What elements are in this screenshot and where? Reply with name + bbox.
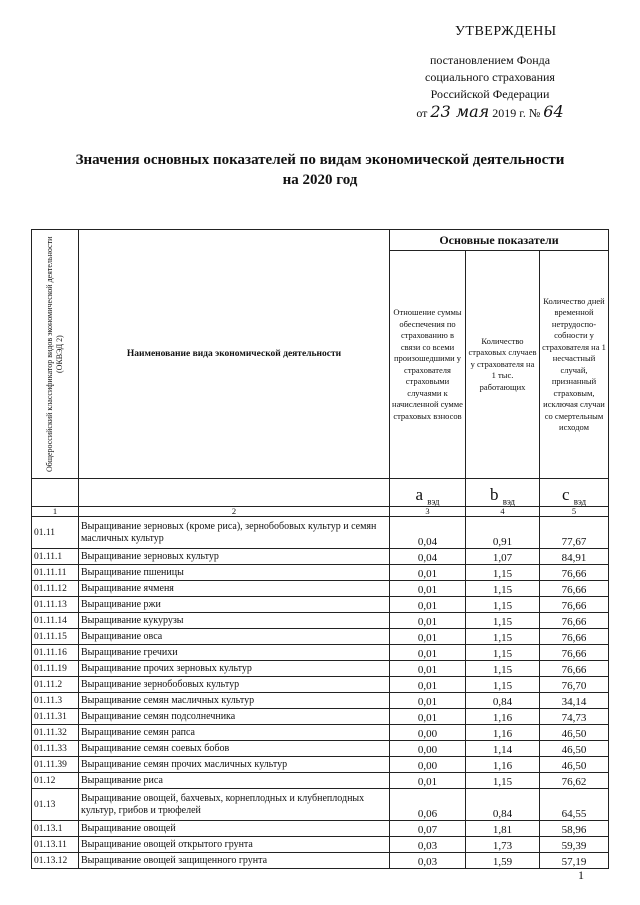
table-row: [32, 821, 609, 837]
table-row: [32, 837, 609, 853]
row-code: 01.13.12: [32, 853, 79, 869]
row-activity-name: Выращивание семян масличных культур: [79, 693, 390, 709]
row-value-a: 0,07: [390, 821, 466, 837]
row-activity-name: Выращивание кукурузы: [79, 613, 390, 629]
row-activity-name: Выращивание овощей открытого грунта: [79, 837, 390, 853]
row-value-c: 76,66: [540, 661, 609, 677]
row-value-a: 0,01: [390, 693, 466, 709]
header-main-indicators: Основные показатели: [390, 230, 609, 251]
table-row: [32, 741, 609, 757]
column-number: 2: [79, 507, 390, 517]
table-row: [32, 629, 609, 645]
row-value-c: 84,91: [540, 549, 609, 565]
row-activity-name: Выращивание овощей защищенного грунта: [79, 853, 390, 869]
table-row: [32, 613, 609, 629]
decree-date-line: [400, 103, 580, 122]
row-value-b: 1,15: [466, 581, 540, 597]
row-value-a: 0,01: [390, 677, 466, 693]
table-row: [32, 853, 609, 869]
row-value-b: 1,15: [466, 597, 540, 613]
row-value-c: 76,66: [540, 645, 609, 661]
row-value-a: 0,03: [390, 837, 466, 853]
document-title: [40, 150, 600, 190]
row-code: 01.11.16: [32, 645, 79, 661]
row-code: 01.11.33: [32, 741, 79, 757]
row-value-c: 59,39: [540, 837, 609, 853]
row-value-c: 76,66: [540, 629, 609, 645]
row-value-a: 0,03: [390, 853, 466, 869]
row-code: 01.13: [32, 789, 79, 821]
row-activity-name: Выращивание семян прочих масличных культур: [79, 757, 390, 773]
decree-block: [400, 52, 580, 122]
table-row: [32, 581, 609, 597]
table-row: [32, 565, 609, 581]
header-col-c: Количество дней временной нетрудоспо-собности у страхователя на 1 несчастный случай, признанный страховым, исключая случаи со смертельным исходом: [540, 251, 609, 479]
row-value-a: 0,06: [390, 789, 466, 821]
row-value-c: 46,50: [540, 757, 609, 773]
row-code: 01.13.11: [32, 837, 79, 853]
row-value-c: 46,50: [540, 725, 609, 741]
column-number: 1: [32, 507, 79, 517]
page-number: 1: [578, 868, 584, 882]
column-number: 3: [390, 507, 466, 517]
title-line: Значения основных показателей по видам экономической деятельности: [75, 152, 565, 168]
row-value-c: 76,66: [540, 565, 609, 581]
row-code: 01.11.12: [32, 581, 79, 597]
row-activity-name: Выращивание зерновых культур: [79, 549, 390, 565]
row-code: 01.13.1: [32, 821, 79, 837]
row-activity-name: Выращивание зерновых (кроме риса), зернобобовых культур и семян масличных культур: [79, 517, 390, 549]
row-value-a: 0,01: [390, 661, 466, 677]
handwritten-date: 23 мая: [430, 102, 490, 121]
row-code: 01.11.19: [32, 661, 79, 677]
row-value-a: 0,04: [390, 517, 466, 549]
row-activity-name: Выращивание семян рапса: [79, 725, 390, 741]
row-value-c: 76,66: [540, 597, 609, 613]
row-activity-name: Выращивание прочих зерновых культур: [79, 661, 390, 677]
row-value-c: 34,14: [540, 693, 609, 709]
symbol-a: a $_{вэд}$: [390, 479, 466, 507]
table-row: [32, 709, 609, 725]
row-activity-name: Выращивание гречихи: [79, 645, 390, 661]
row-activity-name: Выращивание овощей, бахчевых, корнеплодных и клубнеплодных культур, грибов и трюфелей: [79, 789, 390, 821]
row-value-a: 0,01: [390, 773, 466, 789]
row-code: 01.11.11: [32, 565, 79, 581]
year-text: 2019 г. №: [492, 106, 541, 120]
row-code: 01.12: [32, 773, 79, 789]
header-col-b: Количество страховых случаев у страхователя на 1 тыс. работающих: [466, 251, 540, 479]
row-code: 01.11.31: [32, 709, 79, 725]
table-row: [32, 549, 609, 565]
row-value-a: 0,01: [390, 709, 466, 725]
row-value-a: 0,01: [390, 581, 466, 597]
decree-line: постановлением Фонда: [429, 53, 551, 67]
row-code: 01.11.32: [32, 725, 79, 741]
row-value-b: 1,16: [466, 709, 540, 725]
row-value-a: 0,00: [390, 757, 466, 773]
table-row: [32, 693, 609, 709]
row-value-b: 1,73: [466, 837, 540, 853]
approved-label: УТВЕРЖДЕНЫ: [455, 24, 557, 39]
table-row: [32, 517, 609, 549]
row-activity-name: Выращивание ржи: [79, 597, 390, 613]
row-value-a: 0,01: [390, 629, 466, 645]
row-value-a: 0,01: [390, 613, 466, 629]
header-activity-name: Наименование вида экономической деятельности: [79, 230, 390, 479]
row-value-b: 0,84: [466, 693, 540, 709]
header-col-a: Отношение суммы обеспечения по страхованию в связи со всеми произошедшими у страхователя страховыми случаями к начисленной сумме страховых взносов: [390, 251, 466, 479]
row-value-b: 1,14: [466, 741, 540, 757]
symbol-c: c $_{вэд}$: [540, 479, 609, 507]
row-value-b: 1,15: [466, 613, 540, 629]
column-number: 4: [466, 507, 540, 517]
table-row: [32, 725, 609, 741]
table-row: [32, 645, 609, 661]
row-activity-name: Выращивание риса: [79, 773, 390, 789]
row-value-c: 58,96: [540, 821, 609, 837]
title-line: на 2020 год: [282, 172, 358, 188]
row-activity-name: Выращивание овса: [79, 629, 390, 645]
table-body: [32, 517, 609, 869]
row-value-c: 74,73: [540, 709, 609, 725]
row-value-b: 1,15: [466, 773, 540, 789]
row-code: 01.11.14: [32, 613, 79, 629]
row-activity-name: Выращивание пшеницы: [79, 565, 390, 581]
table-row: [32, 597, 609, 613]
row-value-c: 76,66: [540, 613, 609, 629]
row-value-b: 0,91: [466, 517, 540, 549]
row-value-a: 0,00: [390, 741, 466, 757]
row-value-b: 1,16: [466, 757, 540, 773]
row-value-c: 57,19: [540, 853, 609, 869]
row-code: 01.11.3: [32, 693, 79, 709]
table-row: [32, 661, 609, 677]
row-value-c: 64,55: [540, 789, 609, 821]
row-code: 01.11.15: [32, 629, 79, 645]
row-activity-name: Выращивание семян соевых бобов: [79, 741, 390, 757]
table-row: [32, 789, 609, 821]
row-value-c: 46,50: [540, 741, 609, 757]
row-code: 01.11.39: [32, 757, 79, 773]
row-code: 01.11.2: [32, 677, 79, 693]
row-activity-name: Выращивание ячменя: [79, 581, 390, 597]
decree-line: социального страхования: [425, 70, 555, 84]
row-value-a: 0,01: [390, 565, 466, 581]
row-value-b: 1,59: [466, 853, 540, 869]
table-row: [32, 677, 609, 693]
row-activity-name: Выращивание семян подсолнечника: [79, 709, 390, 725]
symbol-blank: [32, 479, 79, 507]
row-value-c: 76,70: [540, 677, 609, 693]
row-value-a: 0,01: [390, 645, 466, 661]
row-value-b: 1,15: [466, 645, 540, 661]
symbol-blank: [79, 479, 390, 507]
row-activity-name: Выращивание овощей: [79, 821, 390, 837]
row-value-a: 0,04: [390, 549, 466, 565]
row-value-b: 1,07: [466, 549, 540, 565]
row-value-a: 0,01: [390, 597, 466, 613]
row-value-c: 76,66: [540, 581, 609, 597]
row-value-b: 1,15: [466, 565, 540, 581]
row-value-b: 1,16: [466, 725, 540, 741]
row-code: 01.11.13: [32, 597, 79, 613]
row-activity-name: Выращивание зернобобовых культур: [79, 677, 390, 693]
row-value-b: 1,15: [466, 661, 540, 677]
row-value-c: 76,62: [540, 773, 609, 789]
date-prefix: от: [416, 106, 428, 120]
header-okved: Общероссийский классификатор видов экономической деятельности (ОКВЭД 2): [32, 230, 79, 479]
row-code: 01.11: [32, 517, 79, 549]
row-value-b: 1,15: [466, 629, 540, 645]
table-row: [32, 773, 609, 789]
symbol-b: b $_{вэд}$: [466, 479, 540, 507]
table-row: [32, 757, 609, 773]
decree-line: Российской Федерации: [430, 87, 550, 101]
row-value-b: 0,84: [466, 789, 540, 821]
row-code: 01.11.1: [32, 549, 79, 565]
row-value-c: 77,67: [540, 517, 609, 549]
column-number: 5: [540, 507, 609, 517]
indicators-table: [31, 229, 609, 869]
row-value-a: 0,00: [390, 725, 466, 741]
row-value-b: 1,81: [466, 821, 540, 837]
handwritten-number: 64: [543, 102, 564, 121]
row-value-b: 1,15: [466, 677, 540, 693]
